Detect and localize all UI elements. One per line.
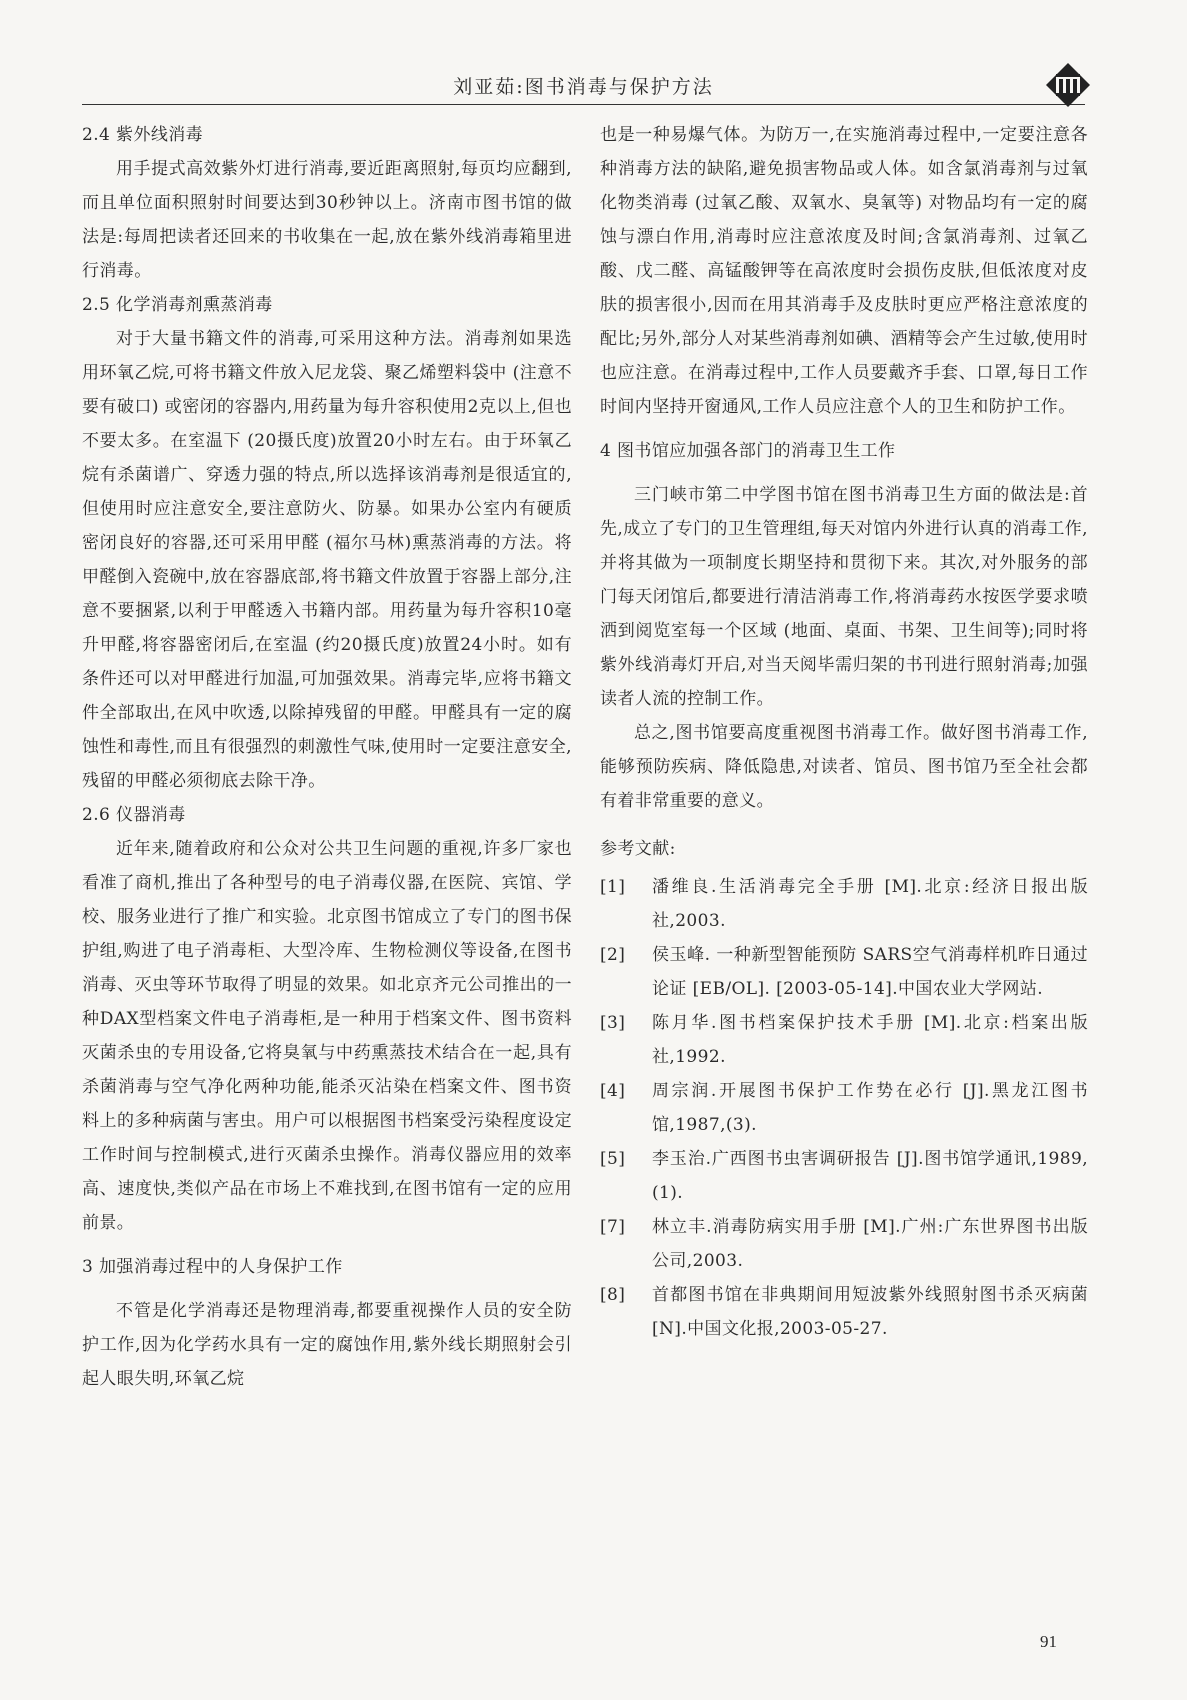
left-column <box>82 118 572 1396</box>
reference-number: [3] <box>600 1013 626 1033</box>
section-3-heading: 3 加强消毒过程中的人身保护工作 <box>82 1257 343 1277</box>
section-2-6-heading: 2.6 仪器消毒 <box>82 805 186 825</box>
section-2-6-paragraph: 近年来,随着政府和公众对公共卫生问题的重视,许多厂家也看准了商机,推出了各种型号的电子消毒仪器,在医院、宾馆、学校、服务业进行了推广和实验。北京图书馆成立了专门的图书保护组,购进了电子消毒柜、大型冷库、生物检测仪等设备,在图书消毒、灭虫等环节取得了明显的效果。如北京齐元公司推出的一种DAX型档案文件电子消毒柜,是一种用于档案文件、图书资料灭菌杀虫的专用设备,它将臭氧与中药熏蒸技术结合在一起,具有杀菌消毒与空气净化两种功能,能杀灭沾染在档案文件、图书资料上的多种病菌与害虫。用户可以根据图书档案受污染程度设定工作时间与控制模式,进行灭菌杀虫操作。消毒仪器应用的效率高、速度快,类似产品在市场上不难找到,在图书馆有一定的应用前景。 <box>82 839 572 1233</box>
reference-text: 李玉治.广西图书虫害调研报告 [J].图书馆学通讯,1989,(1). <box>652 1149 1088 1203</box>
reference-text: 周宗润.开展图书保护工作势在必行 [J].黑龙江图书馆,1987,(3). <box>652 1081 1088 1135</box>
reference-item <box>600 870 1088 938</box>
reference-item <box>600 1074 1088 1142</box>
reference-text: 潘维良.生活消毒完全手册 [M].北京:经济日报出版社,2003. <box>652 877 1088 931</box>
reference-number: [7] <box>600 1217 626 1237</box>
page-number: 91 <box>1040 1632 1057 1651</box>
reference-number: [5] <box>600 1149 626 1169</box>
reference-item <box>600 1210 1088 1278</box>
section-2-4-paragraph: 用手提式高效紫外灯进行消毒,要近距离照射,每页均应翻到,而且单位面积照射时间要达到30秒钟以上。济南市图书馆的做法是:每周把读者还回来的书收集在一起,放在紫外线消毒箱里进行消毒。 <box>82 159 572 281</box>
section-4-heading: 4 图书馆应加强各部门的消毒卫生工作 <box>600 441 896 461</box>
reference-text: 林立丰.消毒防病实用手册 [M].广州:广东世界图书出版公司,2003. <box>652 1217 1088 1271</box>
references-list <box>600 870 1088 1346</box>
section-2-5-heading: 2.5 化学消毒剂熏蒸消毒 <box>82 295 273 315</box>
running-header <box>82 66 1085 105</box>
section-4-paragraph-2: 总之,图书馆要高度重视图书消毒工作。做好图书消毒工作,能够预防疾病、降低隐患,对读者、馆员、图书馆乃至全社会都有着非常重要的意义。 <box>600 723 1088 811</box>
header-title: 刘亚茹:图书消毒与保护方法 <box>453 76 714 98</box>
reference-item <box>600 1142 1088 1210</box>
section-2-5-paragraph: 对于大量书籍文件的消毒,可采用这种方法。消毒剂如果选用环氧乙烷,可将书籍文件放入尼龙袋、聚乙烯塑料袋中 (注意不要有破口) 或密闭的容器内,用药量为每升容积使用2克以上,但也不要太多。在室温下 (20摄氏度)放置20小时左右。由于环氧乙烷有杀菌谱广、穿透力强的特点,所以选择该消毒剂是很适宜的,但使用时应注意安全,要注意防火、防暴。如果办公室内有硬质密闭良好的容器,还可采用甲醛 (福尔马林)熏蒸消毒的方法。将甲醛倒入瓷碗中,放在容器底部,将书籍文件放置于容器上部分,注意不要捆紧,以利于甲醛透入书籍内部。用药量为每升容积10毫升甲醛,将容器密闭后,在室温 (约20摄氏度)放置24小时。如有条件还可以对甲醛进行加温,可加强效果。消毒完毕,应将书籍文件全部取出,在风中吹透,以除掉残留的甲醛。甲醛具有一定的腐蚀性和毒性,而且有很强烈的刺激性气味,使用时一定要注意安全,残留的甲醛必须彻底去除干净。 <box>82 329 572 791</box>
reference-text: 侯玉峰. 一种新型智能预防 SARS空气消毒样机昨日通过论证 [EB/OL]. [2003-05-14].中国农业大学网站. <box>652 945 1088 999</box>
reference-number: [8] <box>600 1285 626 1305</box>
section-3-paragraph: 不管是化学消毒还是物理消毒,都要重视操作人员的安全防护工作,因为化学药水具有一定的腐蚀作用,紫外线长期照射会引起人眼失明,环氧乙烷 <box>82 1301 572 1389</box>
section-2-4-heading: 2.4 紫外线消毒 <box>82 125 204 145</box>
reference-number: [1] <box>600 877 626 897</box>
reference-item <box>600 938 1088 1006</box>
reference-item <box>600 1278 1088 1346</box>
reference-number: [2] <box>600 945 626 965</box>
references-title: 参考文献: <box>600 839 676 859</box>
section-3-paragraph-continued: 也是一种易爆气体。为防万一,在实施消毒过程中,一定要注意各种消毒方法的缺陷,避免损害物品或人体。如含氯消毒剂与过氧化物类消毒 (过氧乙酸、双氧水、臭氧等) 对物品均有一定的腐蚀与漂白作用,消毒时应注意浓度及时间;含氯消毒剂、过氧乙酸、戊二醛、高锰酸钾等在高浓度时会损伤皮肤,但低浓度对皮肤的损害很小,因而在用其消毒手及皮肤时更应严格注意浓度的配比;另外,部分人对某些消毒剂如碘、酒精等会产生过敏,使用时也应注意。在消毒过程中,工作人员要戴齐手套、口罩,每日工作时间内坚持开窗通风,工作人员应注意个人的卫生和防护工作。 <box>600 125 1088 417</box>
reference-number: [4] <box>600 1081 626 1101</box>
reference-text: 首都图书馆在非典期间用短波紫外线照射图书杀灭病菌 [N].中国文化报,2003-05-27. <box>652 1285 1088 1339</box>
reference-item <box>600 1006 1088 1074</box>
reference-text: 陈月华.图书档案保护技术手册 [M].北京:档案出版社,1992. <box>652 1013 1088 1067</box>
right-column <box>600 118 1088 1346</box>
journal-logo-icon <box>1045 62 1091 108</box>
section-4-paragraph-1: 三门峡市第二中学图书馆在图书消毒卫生方面的做法是:首先,成立了专门的卫生管理组,每天对馆内外进行认真的消毒工作,并将其做为一项制度长期坚持和贯彻下来。其次,对外服务的部门每天闭馆后,都要进行清洁消毒工作,将消毒药水按医学要求喷洒到阅览室每一个区域 (地面、桌面、书架、卫生间等);同时将紫外线消毒灯开启,对当天阅毕需归架的书刊进行照射消毒;加强读者人流的控制工作。 <box>600 485 1088 709</box>
